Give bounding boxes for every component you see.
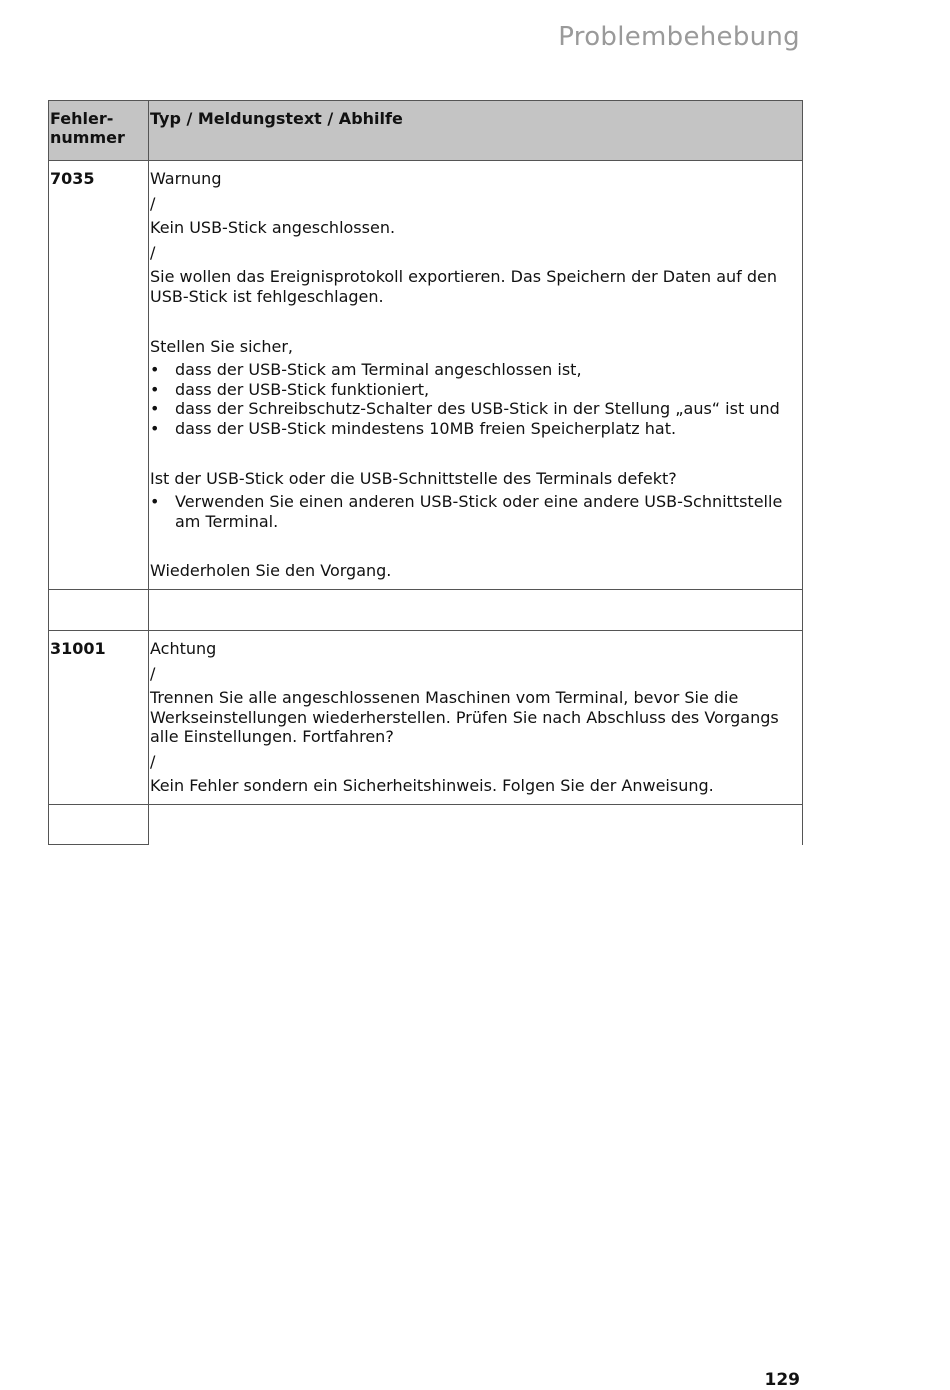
error-type: Achtung (150, 638, 217, 658)
error-message: Kein USB-Stick angeschlossen. (150, 218, 396, 238)
separator: / (150, 751, 156, 771)
empty-cell (49, 590, 149, 630)
list-item: • dass der USB-Stick funktioniert, (150, 380, 794, 400)
separator: / (150, 242, 156, 262)
separator: / (150, 663, 156, 683)
check-intro: Stellen Sie sicher, (150, 336, 293, 356)
defect-question: Ist der USB-Stick oder die USB-Schnittstelle des Terminals defekt? (150, 468, 677, 488)
table-header-row (49, 100, 803, 161)
empty-cell (149, 590, 803, 630)
error-details (149, 161, 803, 589)
error-description: Kein Fehler sondern ein Sicherheitshinweis. Folgen Sie der Anweisung. (150, 776, 714, 796)
table-row-empty (49, 805, 803, 845)
error-description: Sie wollen das Ereignisprotokoll exportieren. Das Speichern der Daten auf den USB-Stick ist fehlgeschlagen. (150, 267, 778, 306)
error-details (149, 631, 803, 804)
error-code: 31001 (49, 631, 149, 804)
remedy-list (150, 492, 794, 531)
list-item: • Verwenden Sie einen anderen USB-Stick oder eine andere USB-Schnittstelle am Terminal. (150, 492, 794, 531)
error-type: Warnung (150, 169, 222, 188)
list-item: • dass der USB-Stick mindestens 10MB freien Speicherplatz hat. (150, 419, 794, 439)
page-number: 129 (764, 1370, 800, 1390)
table-row (49, 161, 803, 590)
list-item: • dass der USB-Stick am Terminal angeschlossen ist, (150, 360, 794, 380)
error-table (48, 100, 803, 845)
page-header-title: Problembehebung (558, 22, 800, 52)
check-list (150, 360, 794, 438)
column-header-error-number: Fehler- nummer (49, 101, 149, 160)
error-code: 7035 (49, 161, 149, 589)
column-header-type-message: Typ / Meldungstext / Abhilfe (149, 101, 803, 160)
table-row-empty (49, 590, 803, 631)
error-message: Trennen Sie alle angeschlossenen Maschinen vom Terminal, bevor Sie die Werkseinstellungen wiederherstellen. Prüfen Sie nach Abschluss des Vorgangs alle Einstellungen. Fortfahren? (150, 688, 779, 747)
empty-cell (49, 805, 149, 845)
separator: / (150, 193, 156, 213)
table-row (49, 631, 803, 805)
final-instruction: Wiederholen Sie den Vorgang. (150, 561, 392, 581)
list-item: • dass der Schreibschutz-Schalter des USB-Stick in der Stellung „aus“ ist und (150, 399, 794, 419)
empty-cell (149, 805, 803, 845)
